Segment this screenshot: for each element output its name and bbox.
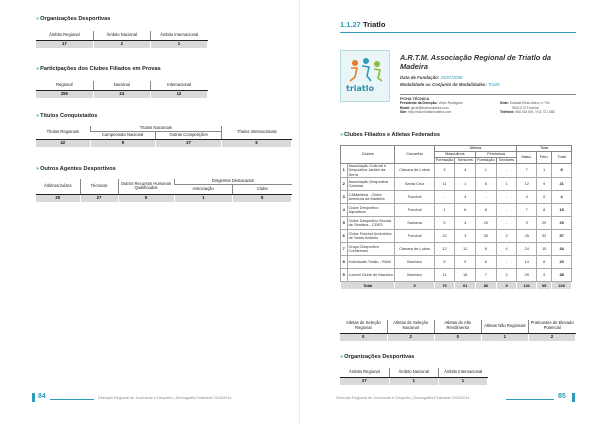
masc-formacao-cell: - [434,191,455,204]
total-fem: 95 [537,282,552,290]
email-line[interactable]: Email: geral@triatlomadeira.com [400,105,449,110]
total-masc-cell: 25 [517,230,537,243]
total-masc-cell: 4 [517,191,537,204]
club-logo-text: triatlo [346,84,374,93]
header-tecnicos: Técnicos [80,179,118,194]
header-outras-competicoes: Outras Competições [156,131,222,139]
selection-table [340,320,576,341]
concelho-cell: Câmara de Lobos [395,164,434,178]
club-name-cell: CAMadeira - Clube Aventura da Madeira [347,191,395,204]
site-line[interactable]: Site: http://www.triatlomadeira.com [400,110,452,114]
fem-formacao-cell: 7 [476,269,497,282]
value-nacional: 24 [93,90,150,98]
value-nao-regionais: 1 [481,333,528,341]
chapter-number: 1.1.27 [340,20,361,29]
fem-formacao-cell: 8 [476,204,497,217]
total-cell: 4 [552,191,572,204]
total-cell: 21 [552,178,572,191]
total-masc-cell: 12 [517,178,537,191]
total-fem-cell: 9 [537,269,552,282]
fem-seniores-cell: 4 [496,243,517,256]
total-cell: 57 [552,230,572,243]
total-cell: 38 [552,269,572,282]
tech-sheet-title: FICHA TÉCNICA [400,94,576,101]
total-fem-cell: 1 [537,164,552,178]
header-nao-regionais: Atletas Não Regionais [481,320,528,333]
masc-formacao-cell: 11 [434,178,455,191]
header-total: Total [517,146,572,152]
clubs-table [340,145,572,290]
value-elevado-potencial: 2 [528,333,575,341]
fem-seniores-cell: - [496,217,517,230]
masc-seniores-cell: 6 [455,204,476,217]
header-seniores-m: Seniores [455,158,476,164]
page-number: 85 [558,393,566,400]
concelho-cell: Machico [395,269,434,282]
total-masc-formacao: 70 [434,282,455,290]
header-clubes: Clubes [341,146,395,164]
fem-seniores-cell: - [496,256,517,269]
value-clube: 8 [233,194,292,202]
value-tecnicos: 27 [80,194,118,202]
club-name-cell: Clube Desportivo Aquaticos [347,204,395,217]
concelho-cell: Funchal [395,191,434,204]
masc-seniores-cell: 4 [455,191,476,204]
value-outras-competicoes: 27 [156,139,222,147]
header-seniores-f: Seniores [496,158,517,164]
fem-seniores-cell: - [496,191,517,204]
total-fem-cell: 20 [537,217,552,230]
table-row [341,191,572,204]
seat-line: Sede: Estrada Eiras-Aleixo n.º 9A [500,101,550,105]
value-regional: 27 [340,377,389,385]
fem-formacao-cell: 30 [476,230,497,243]
total-masc: 131 [517,282,537,290]
total-fem-cell: 8 [537,204,552,217]
total-concelho: 5 [395,282,434,290]
header-associacao: Associação [174,184,233,194]
header-outros-recursos: Outros Recursos Humanos Qualificados [118,179,174,194]
total-masc-cell: 14 [517,256,537,269]
masc-seniores-cell: 1 [455,178,476,191]
header-titulos-internacionais: Títulos Internacionais [222,126,292,139]
club-name-cell: Associação Desportiva Galomar [347,178,395,191]
value-regional: 255 [36,90,93,98]
organizacoes-table-right [340,368,488,385]
header-clube: Clube [233,184,292,194]
header-selecao-regional: Atletas de Seleção Regional [340,320,387,333]
page-number-bar [572,393,575,402]
header-total-col: Total [552,152,572,164]
header-atletas: Atletas [434,146,517,152]
chapter-title [340,20,385,29]
row-number: 9 [341,269,348,282]
header-masculinos: Masculinos [434,152,475,158]
masc-formacao-cell: 5 [434,217,455,230]
total-fem-cell: 32 [537,230,552,243]
header-regional: Âmbito Regional [36,31,93,40]
header-rule [340,32,576,33]
masc-formacao-cell: 5 [434,256,455,269]
total-fem-seniores: 9 [496,282,517,290]
total-cell: 29 [552,217,572,230]
total-masc-cell: 7 [517,164,537,178]
total-label: Total [341,282,395,290]
total-total: 226 [552,282,572,290]
chapter-name: Triatlo [362,20,386,29]
club-name: A.R.T.M. Associação Regional de Triatlo da Madeira [400,53,551,71]
header-formacao-m: Formação [435,157,454,163]
fem-formacao-cell: 1 [476,164,497,178]
header-arbitros: Árbitros/Juízes [36,179,80,194]
total-cell: 34 [552,243,572,256]
total-fem-cell: 10 [537,243,552,256]
total-cell: 20 [552,256,572,269]
club-logo [340,50,390,102]
concelho-cell: Machico [395,256,434,269]
header-regional: Âmbito Regional [340,368,389,377]
section-title-participacoes: »Participações dos Clubes Filiados em Provas [36,66,161,72]
page-number-bar [32,393,35,402]
masc-formacao-cell: 11 [434,269,455,282]
masc-seniores-cell: 4 [455,217,476,230]
section-title-agentes: »Outros Agentes Desportivos [36,166,116,172]
total-fem-cell: 9 [537,178,552,191]
phone-line: Telefone: 968 316 891 / 911 721 588 [500,110,555,114]
row-number: 4 [341,204,348,217]
table-row [341,217,572,230]
club-name-cell: Associação Cultural e Desportiva Jardim da Serra [347,164,395,178]
masc-formacao-cell: 22 [434,230,455,243]
club-name-cell: Clube Desportivo Escola de Santana - CDES [347,217,395,230]
total-cell: 8 [552,164,572,178]
fem-formacao-cell: 20 [476,217,497,230]
value-internacional: 12 [150,90,207,98]
value-selecao-nacional: 2 [387,333,434,341]
header-fem: Fem. [537,152,552,164]
header-titulos-nacionais: Títulos Nacionais [90,126,222,131]
footer-text: Direcção Regional de Juventude e Desporto | Demografia Federada 2013/2014 [98,396,232,400]
masc-seniores-cell: 4 [455,164,476,178]
header-femininos: Femininos [476,152,517,158]
header-concelho: Concelho [395,146,434,164]
row-number: 5 [341,217,348,230]
header-campeonato-nacional: Campeonato Nacional [90,131,156,139]
header-internacional: Internacional [150,81,207,90]
value-nacional: 2 [93,40,150,48]
masc-seniores-cell: 9 [455,256,476,269]
row-number: 2 [341,178,348,191]
value-arbitros: 20 [36,194,80,202]
row-number: 3 [341,191,348,204]
section-title-organizacoes-right: »Organizações Desportivas [340,354,415,360]
masc-seniores-cell: 12 [455,243,476,256]
table-row [341,256,572,269]
masc-seniores-cell: 3 [455,230,476,243]
row-number: 7 [341,243,348,256]
value-campeonato-nacional: 9 [90,139,156,147]
table-row [341,178,572,191]
total-fem-cell: 6 [537,256,552,269]
row-number: 6 [341,230,348,243]
concelho-cell: Câmara de Lobos [395,243,434,256]
value-outros-recursos: 5 [118,194,174,202]
masc-seniores-cell: 18 [455,269,476,282]
concelho-cell: Funchal [395,230,434,243]
section-title-clubes: »Clubes Filiados e Atletas Federados [340,132,440,138]
footer-rule [50,399,94,400]
total-masc-cell: 9 [517,217,537,230]
fem-formacao-cell: 6 [476,256,497,269]
fem-seniores-cell: - [496,204,517,217]
header-titulos-regionais: Títulos Regionais [36,126,90,139]
total-fem-cell: 0 [537,191,552,204]
club-foundation: Data de Fundação: 25/07/2008 [400,75,463,80]
value-nacional: 1 [389,377,438,385]
masc-formacao-cell: 3 [434,164,455,178]
club-name-cell: Grupo Desportivo Cortilenses [347,243,395,256]
masc-formacao-cell: 12 [434,243,455,256]
header-elevado-potencial: Praticantes de Elevado Potencial [528,320,575,333]
section-title-titulos: »Títulos Conquistados [36,113,98,119]
organizacoes-table [36,31,208,48]
value-alto-rendimento: 0 [434,333,481,341]
fem-seniores-cell: 1 [496,178,517,191]
header-masc: Masc. [517,152,537,164]
table-row [341,164,572,178]
header-alto-rendimento: Atletas de Alto Rendimento [434,320,481,333]
total-fem-formacao: 86 [476,282,497,290]
participacoes-table [36,81,208,98]
value-associacao: 1 [174,194,233,202]
fem-seniores-cell: - [496,164,517,178]
footer-text: Direcção Regional de Juventude e Desporto | Demografia Federada 2013/2014 [336,396,470,400]
value-selecao-regional: 0 [340,333,387,341]
table-row [341,204,572,217]
header-nacional: Âmbito Nacional [93,31,150,40]
table-row [341,269,572,282]
club-name-cell: Clube Futebol Andorinha de Santo António [347,230,395,243]
fem-seniores-cell: 2 [496,230,517,243]
row-number: 1 [341,164,348,178]
fem-formacao-cell: 6 [476,243,497,256]
club-name-cell: Juvenil Clube de Machico [347,269,395,282]
header-nacional: Âmbito Nacional [389,368,438,377]
header-internacional: Âmbito Internacional [438,368,487,377]
page-number: 84 [38,393,46,400]
header-selecao-nacional: Atletas de Seleção Nacional [387,320,434,333]
section-title-organizacoes: »Organizações Desportivas [36,16,111,22]
value-internacional: 1 [438,377,487,385]
total-masc-seniores: 61 [455,282,476,290]
total-cell: 15 [552,204,572,217]
masc-formacao-cell: 1 [434,204,455,217]
club-name-cell: Individuais Triatlo - RAM [347,256,395,269]
concelho-cell: Santa Cruz [395,178,434,191]
club-modality: Modalidade ou Conjunto de Modalidades: Triatlo [400,82,500,87]
row-number: 8 [341,256,348,269]
footer-rule [506,399,554,400]
president-line: Presidente da Direcção: Victor Rodrigues [400,101,463,105]
postal-line: 9000-073 Funchal [512,105,539,110]
clubs-total-row [341,282,572,290]
header-dirigentes: Dirigentes Destacados [174,179,292,184]
value-titulos-regionais: 42 [36,139,90,147]
club-card [340,50,572,114]
table-row [341,243,572,256]
fem-formacao-cell: - [476,191,497,204]
table-row [341,230,572,243]
right-page [300,0,600,424]
concelho-cell: Santana [395,217,434,230]
value-internacional: 1 [150,40,207,48]
triathlon-figures-icon [341,51,391,103]
agentes-table [36,179,292,202]
header-regional: Regional [36,81,93,90]
value-regional: 17 [36,40,93,48]
total-masc-cell: 7 [517,204,537,217]
titulos-table [36,126,292,147]
header-nacional: Nacional [93,81,150,90]
value-titulos-internacionais: 6 [222,139,292,147]
total-masc-cell: 24 [517,243,537,256]
concelho-cell: Funchal [395,204,434,217]
fem-seniores-cell: 2 [496,269,517,282]
total-masc-cell: 29 [517,269,537,282]
header-internacional: Âmbito Internacional [150,31,207,40]
header-formacao-f: Formação [477,157,495,163]
fem-formacao-cell: 8 [476,178,497,191]
